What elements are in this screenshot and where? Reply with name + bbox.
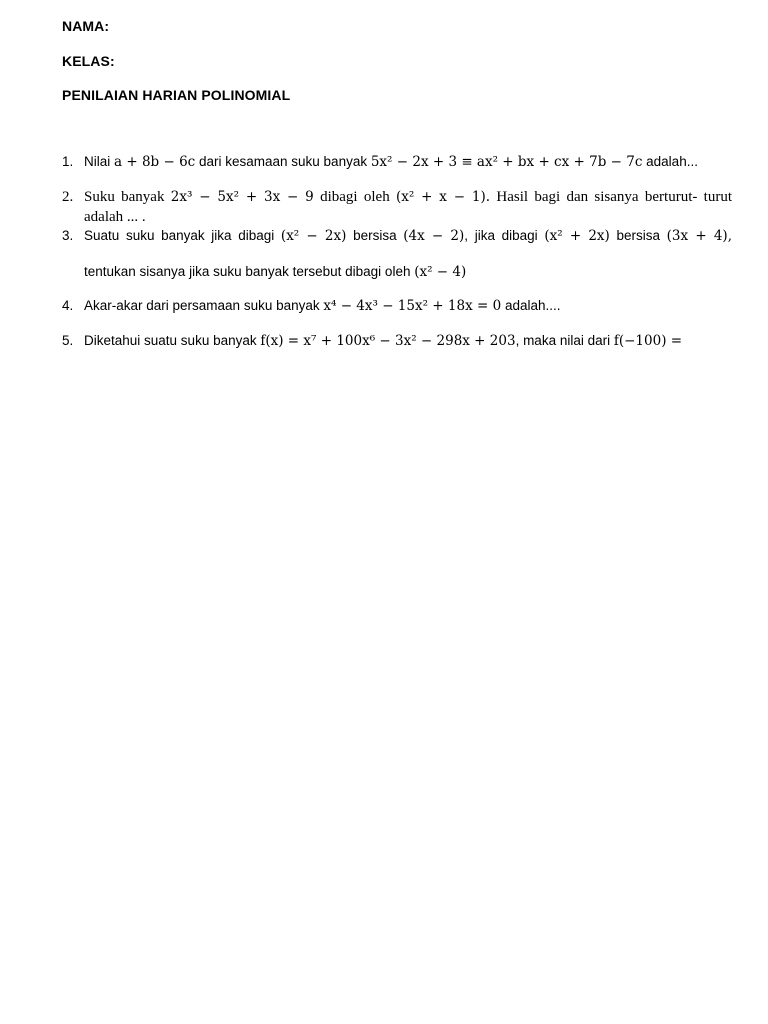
- question-line-2: adalah ... .: [84, 209, 146, 225]
- math-expression: f(−100) =: [613, 333, 683, 349]
- question-number: 5.: [62, 333, 74, 348]
- question-middle: bersisa: [346, 228, 404, 243]
- question-number: 2.: [62, 189, 74, 205]
- math-expression: 5x² − 2x + 3 ≡ ax² + bx + cx + 7b − 7c: [370, 154, 643, 170]
- question-text: [84, 187, 732, 227]
- question-number: 1.: [62, 154, 74, 169]
- question-text: [84, 152, 732, 172]
- question-prefix: Diketahui suatu suku banyak: [84, 333, 261, 348]
- question-prefix: Akar-akar dari persamaan suku banyak: [84, 298, 324, 313]
- question-line-1: [84, 226, 732, 246]
- question-middle: dibagi oleh: [313, 189, 397, 205]
- math-expression: (x² + 2x): [544, 228, 610, 244]
- math-expression: f(x) = x⁷ + 100x⁶ − 3x² − 298x + 203: [260, 333, 516, 349]
- math-expression: a + 8b − 6c: [114, 154, 196, 170]
- question-prefix: Nilai: [84, 154, 115, 169]
- math-expression: (x² + x − 1).: [396, 189, 491, 205]
- question-text: [84, 226, 732, 282]
- question-prefix: tentukan sisanya jika suku banyak tersebut dibagi oleh: [84, 264, 415, 279]
- math-expression: (x² − 4): [414, 264, 467, 280]
- question-suffix: adalah....: [501, 298, 561, 313]
- math-expression: 2x³ − 5x² + 3x − 9: [170, 189, 314, 205]
- question-prefix: Suatu suku banyak jika dibagi: [84, 228, 281, 243]
- question-text: [84, 331, 732, 351]
- question-suffix: Hasil bagi dan sisanya berturut- turut: [490, 189, 732, 205]
- question-middle: , jika dibagi: [464, 228, 545, 243]
- question-middle: bersisa: [609, 228, 667, 243]
- question-number: 4.: [62, 298, 74, 313]
- name-label: NAMA:: [62, 18, 110, 34]
- math-expression: (3x + 4),: [666, 228, 732, 244]
- math-expression: x⁴ − 4x³ − 15x² + 18x = 0: [323, 298, 502, 314]
- question-number: 3.: [62, 228, 74, 243]
- question-middle: dari kesamaan suku banyak: [195, 154, 371, 169]
- question-suffix: adalah...: [642, 154, 698, 169]
- question-middle: , maka nilai dari: [515, 333, 614, 348]
- page-title: PENILAIAN HARIAN POLINOMIAL: [62, 87, 291, 103]
- math-expression: (4x − 2): [403, 228, 465, 244]
- question-line-2: [84, 262, 732, 282]
- question-prefix: Suku banyak: [84, 189, 171, 205]
- question-line-1: [84, 187, 732, 207]
- worksheet-page: [62, 0, 732, 1024]
- question-text: [84, 296, 732, 316]
- class-label: KELAS:: [62, 53, 115, 69]
- math-expression: (x² − 2x): [280, 228, 347, 244]
